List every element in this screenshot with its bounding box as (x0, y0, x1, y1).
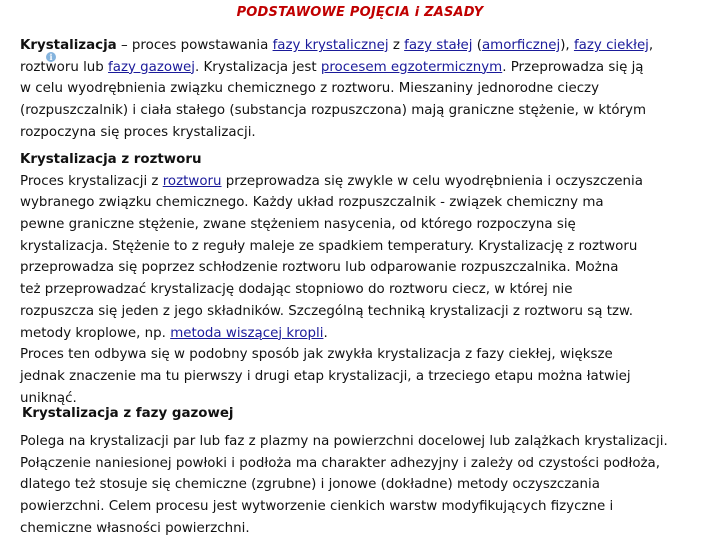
text-line: powierzchni. Celem procesu jest wytworzenie cienkich warstw modyfikujących fizyczne i (20, 499, 614, 515)
text-line: Połączenie naniesionej powłoki i podłoża ma charakter adhezyjny i zależy od czystości podłoża, (20, 455, 661, 471)
link-procesem-egzotermicznym[interactable]: procesem egzotermicznym (320, 59, 503, 75)
page-title: PODSTAWOWE POJĘCIA i ZASADY (236, 5, 484, 20)
text-line: Proces ten odbywa się w podobny sposób jak zwykła krystalizacja z fazy ciekłej, większe (20, 347, 613, 363)
roztwor-section: Krystalizacja z roztworu Proces krystalizacji z roztworu przeprowadza się zwykle w celu wyodrębnienia i oczyszczenia wybranego związku chemicznego. Każdy układ rozpuszczalnik - związek chemiczny ma pewne graniczne stężenie, zwane stężeniem nasycenia, od którego rozpoczyna się krystalizacja. Stężenie to z reguły maleje ze spadkiem temperatury. Krystalizację z roztworu przeprowadza się poprzez schłodzenie roztworu lub odparowanie rozpuszczalnika. Można też przeprowadzać krystalizację dodając stopniowo do roztworu ciecz, w której nie rozpuszcza się jeden z jego składników. Szczególną techniką krystalizacji z roztworu są tzw. metody kroplowe, np. metoda wiszącej kropli. Proces ten odbywa się w podobny sposób jak zwykła krystalizacja z fazy ciekłej, większe jednak znaczenie ma tu pierwszy i drugi etap krystalizacji, a trzeciego etapu można łatwiej uniknąć. (20, 149, 716, 409)
intro-paragraph: Krystalizacja – proces powstawania fazy krystalicznej z fazy stałej (amorficznej), fazy ciekłej, roztworu lub fazy gazowej. Krystalizacja jest procesem egzotermicznym. Przeprowadza się ją w celu wyodrębnienia związku chemicznego z roztworu. Mieszaniny jednorodne cieczy (rozpuszczalnik) i ciała stałego (substancja rozpuszczona) mają graniczne stężenie, w którym rozpoczyna się proces krystalizacji. (20, 35, 716, 143)
info-icon[interactable]: i (46, 52, 56, 62)
link-fazy-krystalicznej[interactable]: fazy krystalicznej (272, 38, 389, 53)
text-line: pewne graniczne stężenie, zwane stężeniem nasycenia, od którego rozpoczyna się (20, 217, 576, 233)
section-heading-roztwor: Krystalizacja z roztworu (20, 152, 202, 167)
link-amorficznej[interactable]: amorficznej (481, 38, 561, 53)
text-line: krystalizacja. Stężenie to z reguły maleje ze spadkiem temperatury. Krystalizację z roztworu (20, 238, 638, 254)
text-line: Polega na krystalizacji par lub faz z plazmy na powierzchni docelowej lub zalążkach krystalizacji. (20, 434, 668, 449)
gaz-section (20, 431, 716, 539)
link-fazy-gazowej[interactable]: fazy gazowej (108, 59, 196, 75)
text-line: też przeprowadzać krystalizację dodając stopniowo do roztworu ciecz, w której nie (20, 282, 573, 298)
link-fazy-stalej[interactable]: fazy stałej (404, 38, 473, 53)
link-fazy-cieklej[interactable]: fazy ciekłej (573, 38, 649, 53)
text-line: dlatego też stosuje się chemiczne (zgrubne) i jonowe (dokładne) metody oczyszczania (20, 477, 600, 493)
link-roztworu[interactable]: roztworu (162, 173, 222, 189)
text-line: rozpuszcza się jeden z jego składników. Szczególną techniką krystalizacji z roztworu są tzw. (20, 303, 633, 319)
link-metoda-wiszacej-kropli[interactable]: metoda wiszącej kropli (170, 325, 324, 341)
term-krystalizacja: Krystalizacja (20, 38, 117, 53)
text-line: w celu wyodrębnienia związku chemicznego z roztworu. Mieszaniny jednorodne cieczy (20, 81, 600, 97)
text-line: uniknąć. (20, 390, 77, 406)
text-line: chemiczne własności powierzchni. (20, 520, 250, 536)
text-line: wybranego związku chemicznego. Każdy układ rozpuszczalnik - związek chemiczny ma (20, 195, 604, 211)
gaz-heading-block (22, 403, 718, 425)
text-line: przeprowadza się poprzez schłodzenie roztworu lub odparowanie rozpuszczalnika. Można (20, 260, 619, 276)
section-heading-gaz: Krystalizacja z fazy gazowej (22, 406, 234, 421)
text-line: rozpoczyna się proces krystalizacji. (20, 124, 256, 140)
text-line: jednak znaczenie ma tu pierwszy i drugi etap krystalizacji, a trzeciego etapu można łatwiej (20, 368, 631, 384)
text-line: (rozpuszczalnik) i ciała stałego (substancja rozpuszczona) mają graniczne stężenie, w którym (20, 103, 646, 119)
